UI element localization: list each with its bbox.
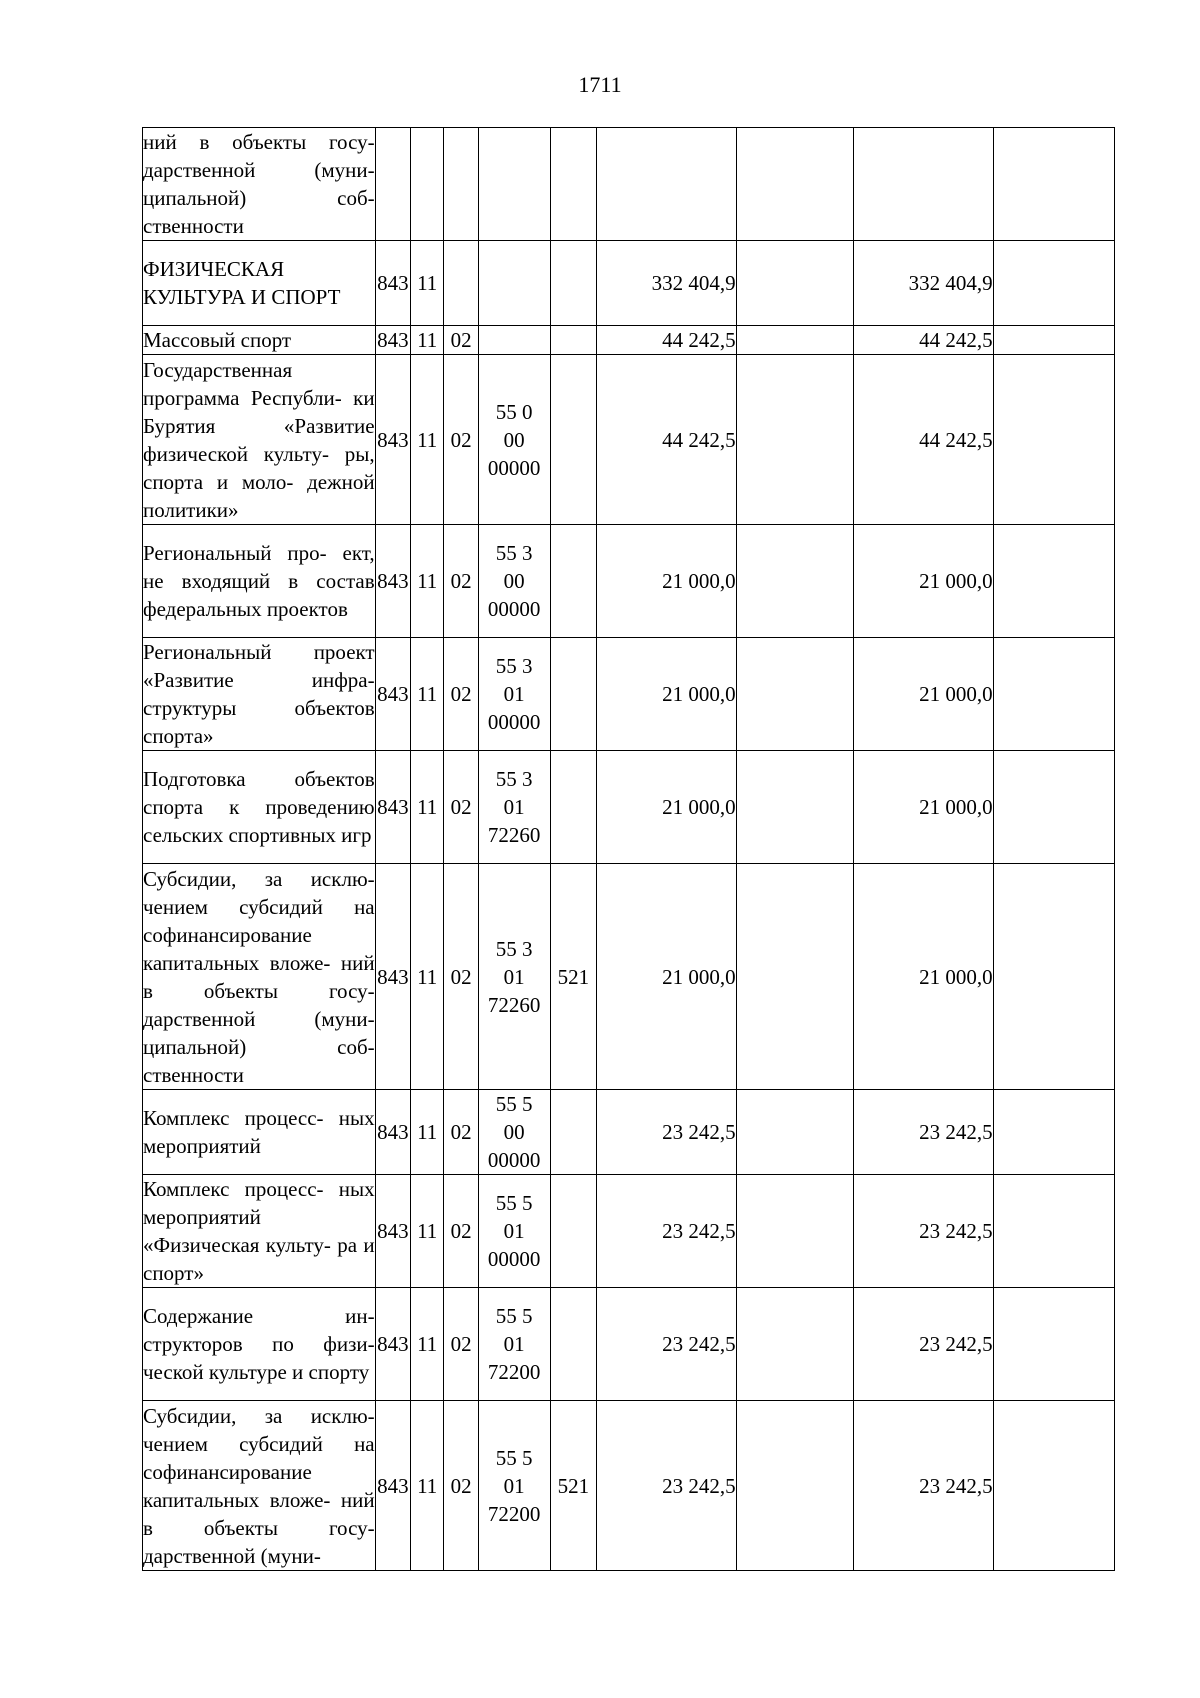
cs-part: 72260 bbox=[487, 823, 541, 847]
cell-cs bbox=[478, 241, 550, 326]
cell-ved: 843 bbox=[375, 638, 410, 751]
table-row bbox=[143, 751, 1115, 864]
cell-sum-1: 44 242,5 bbox=[597, 326, 737, 355]
cell-sum-1: 21 000,0 bbox=[597, 751, 737, 864]
cell-vr: 521 bbox=[550, 1401, 597, 1571]
cell-empty bbox=[993, 864, 1114, 1090]
cell-rz: 11 bbox=[411, 751, 444, 864]
cell-empty bbox=[993, 1288, 1114, 1401]
cs-part: 55 3 bbox=[495, 654, 533, 678]
page-number: 1711 bbox=[578, 72, 622, 97]
cell-cs bbox=[478, 1090, 550, 1175]
cs-part: 00000 bbox=[487, 1148, 541, 1172]
cell-vr bbox=[550, 1288, 597, 1401]
cell-sum-1: 21 000,0 bbox=[597, 525, 737, 638]
cell-sum-1 bbox=[597, 128, 737, 241]
table-row bbox=[143, 864, 1115, 1090]
cell-sum-2 bbox=[736, 1175, 853, 1288]
cell-pr: 02 bbox=[444, 1090, 478, 1175]
cell-empty bbox=[993, 326, 1114, 355]
cell-vr bbox=[550, 638, 597, 751]
cs-part: 72200 bbox=[487, 1360, 541, 1384]
cell-sum-2 bbox=[736, 326, 853, 355]
cell-sum-3: 21 000,0 bbox=[853, 751, 993, 864]
cell-sum-2 bbox=[736, 638, 853, 751]
cell-ved: 843 bbox=[375, 1401, 410, 1571]
cell-sum-2 bbox=[736, 355, 853, 525]
cell-vr bbox=[550, 241, 597, 326]
cs-part: 55 3 bbox=[495, 541, 533, 565]
cell-sum-2 bbox=[736, 128, 853, 241]
table-row bbox=[143, 1175, 1115, 1288]
cs-part: 55 5 bbox=[495, 1304, 533, 1328]
cs-part: 00000 bbox=[487, 455, 541, 480]
cell-pr bbox=[444, 241, 478, 326]
cell-rz bbox=[411, 128, 444, 241]
cs-part: 00 bbox=[503, 569, 525, 593]
cell-rz: 11 bbox=[411, 326, 444, 355]
cell-cs bbox=[478, 1175, 550, 1288]
row-name: Содержание ин- структоров по физи- ческой культуре и спорту bbox=[143, 1288, 376, 1401]
cell-rz: 11 bbox=[411, 1175, 444, 1288]
cell-ved: 843 bbox=[375, 1288, 410, 1401]
cs-part: 01 bbox=[503, 1332, 525, 1356]
row-name: Комплекс процесс- ных мероприятий bbox=[143, 1090, 376, 1175]
cs-part: 00 bbox=[503, 427, 525, 452]
cs-part: 00 bbox=[503, 1120, 525, 1144]
cell-pr: 02 bbox=[444, 1175, 478, 1288]
cell-sum-1: 23 242,5 bbox=[597, 1401, 737, 1571]
cell-pr: 02 bbox=[444, 1288, 478, 1401]
cell-sum-1: 21 000,0 bbox=[597, 638, 737, 751]
cell-sum-2 bbox=[736, 1090, 853, 1175]
cell-sum-3: 21 000,0 bbox=[853, 638, 993, 751]
cell-ved: 843 bbox=[375, 1090, 410, 1175]
cell-rz: 11 bbox=[411, 638, 444, 751]
cell-rz: 11 bbox=[411, 355, 444, 525]
cell-ved: 843 bbox=[375, 241, 410, 326]
cell-empty bbox=[993, 1401, 1114, 1571]
cell-empty bbox=[993, 638, 1114, 751]
row-name: Массовый спорт bbox=[143, 326, 376, 355]
cell-empty bbox=[993, 128, 1114, 241]
cell-sum-1: 21 000,0 bbox=[597, 864, 737, 1090]
row-name: ний в объекты госу- дарственной (муни- ципальной) соб- ственности bbox=[143, 128, 376, 241]
cell-pr: 02 bbox=[444, 638, 478, 751]
cell-pr: 02 bbox=[444, 355, 478, 525]
cell-vr bbox=[550, 751, 597, 864]
table-row bbox=[143, 241, 1115, 326]
cs-part: 00000 bbox=[487, 1247, 541, 1271]
cell-pr: 02 bbox=[444, 525, 478, 638]
cell-sum-3: 44 242,5 bbox=[853, 326, 993, 355]
table-row bbox=[143, 355, 1115, 525]
row-name: ФИЗИЧЕСКАЯ КУЛЬТУРА И СПОРТ bbox=[143, 241, 376, 326]
cell-sum-3 bbox=[853, 128, 993, 241]
table-row bbox=[143, 525, 1115, 638]
cs-part: 72260 bbox=[487, 992, 541, 1017]
cs-part: 55 0 bbox=[495, 399, 533, 424]
cell-ved: 843 bbox=[375, 1175, 410, 1288]
cell-cs bbox=[478, 751, 550, 864]
cell-pr: 02 bbox=[444, 751, 478, 864]
cell-sum-3: 44 242,5 bbox=[853, 355, 993, 525]
cs-part: 55 5 bbox=[495, 1191, 533, 1215]
cell-sum-3: 23 242,5 bbox=[853, 1090, 993, 1175]
cell-cs bbox=[478, 1288, 550, 1401]
cell-sum-1: 23 242,5 bbox=[597, 1288, 737, 1401]
cs-part: 01 bbox=[503, 1473, 525, 1498]
cell-empty bbox=[993, 355, 1114, 525]
cs-part: 00000 bbox=[487, 597, 541, 621]
cs-part: 01 bbox=[503, 795, 525, 819]
cell-empty bbox=[993, 751, 1114, 864]
cs-part: 55 3 bbox=[495, 936, 533, 961]
cell-rz: 11 bbox=[411, 864, 444, 1090]
row-name: Государственная программа Республи- ки Бурятия «Развитие физической культу- ры, спорта и моло- дежной политики» bbox=[143, 355, 376, 525]
cell-sum-2 bbox=[736, 1288, 853, 1401]
cell-ved: 843 bbox=[375, 525, 410, 638]
cell-ved: 843 bbox=[375, 864, 410, 1090]
row-name: Комплекс процесс- ных мероприятий «Физическая культу- ра и спорт» bbox=[143, 1175, 376, 1288]
cell-cs bbox=[478, 525, 550, 638]
cell-cs bbox=[478, 128, 550, 241]
row-name: Подготовка объектов спорта к проведению сельских спортивных игр bbox=[143, 751, 376, 864]
cell-vr bbox=[550, 1090, 597, 1175]
cell-sum-1: 332 404,9 bbox=[597, 241, 737, 326]
cell-sum-2 bbox=[736, 241, 853, 326]
cell-vr bbox=[550, 355, 597, 525]
cell-sum-1: 23 242,5 bbox=[597, 1175, 737, 1288]
cell-empty bbox=[993, 1090, 1114, 1175]
cell-cs bbox=[478, 638, 550, 751]
cell-sum-2 bbox=[736, 864, 853, 1090]
table-row bbox=[143, 638, 1115, 751]
cell-cs bbox=[478, 355, 550, 525]
cell-pr: 02 bbox=[444, 1401, 478, 1571]
cell-ved: 843 bbox=[375, 326, 410, 355]
cell-rz: 11 bbox=[411, 241, 444, 326]
cell-cs bbox=[478, 864, 550, 1090]
cell-empty bbox=[993, 1175, 1114, 1288]
cs-part: 01 bbox=[503, 964, 525, 989]
cell-empty bbox=[993, 525, 1114, 638]
cell-pr: 02 bbox=[444, 326, 478, 355]
row-name: Региональный про- ект, не входящий в состав федеральных проектов bbox=[143, 525, 376, 638]
cell-sum-3: 332 404,9 bbox=[853, 241, 993, 326]
row-name: Субсидии, за исклю- чением субсидий на софинансирование капитальных вложе- ний в объекты госу- дарственной (муни- bbox=[143, 1401, 376, 1571]
cell-ved: 843 bbox=[375, 751, 410, 864]
budget-table bbox=[142, 127, 1115, 1571]
cell-sum-3: 23 242,5 bbox=[853, 1288, 993, 1401]
row-name: Субсидии, за исклю- чением субсидий на софинансирование капитальных вложе- ний в объекты госу- дарственной (муни- ципальной) соб- ственности bbox=[143, 864, 376, 1090]
cell-vr bbox=[550, 525, 597, 638]
cell-vr bbox=[550, 326, 597, 355]
cell-pr: 02 bbox=[444, 864, 478, 1090]
cell-sum-3: 23 242,5 bbox=[853, 1175, 993, 1288]
cell-vr bbox=[550, 128, 597, 241]
cell-cs bbox=[478, 1401, 550, 1571]
cell-sum-3: 23 242,5 bbox=[853, 1401, 993, 1571]
row-name: Региональный проект «Развитие инфра- структуры объектов спорта» bbox=[143, 638, 376, 751]
cell-sum-1: 44 242,5 bbox=[597, 355, 737, 525]
cell-cs bbox=[478, 326, 550, 355]
cs-part: 55 5 bbox=[495, 1092, 533, 1116]
table-row bbox=[143, 326, 1115, 355]
cell-vr: 521 bbox=[550, 864, 597, 1090]
cell-vr bbox=[550, 1175, 597, 1288]
cell-sum-3: 21 000,0 bbox=[853, 525, 993, 638]
cell-sum-2 bbox=[736, 1401, 853, 1571]
cs-part: 55 3 bbox=[495, 767, 533, 791]
cell-sum-2 bbox=[736, 525, 853, 638]
table-row bbox=[143, 1288, 1115, 1401]
cell-pr bbox=[444, 128, 478, 241]
cs-part: 01 bbox=[503, 1219, 525, 1243]
cs-part: 01 bbox=[503, 682, 525, 706]
cell-sum-1: 23 242,5 bbox=[597, 1090, 737, 1175]
cell-ved bbox=[375, 128, 410, 241]
cs-part: 00000 bbox=[487, 710, 541, 734]
cell-empty bbox=[993, 241, 1114, 326]
table-row bbox=[143, 1090, 1115, 1175]
cell-sum-2 bbox=[736, 751, 853, 864]
cell-rz: 11 bbox=[411, 1288, 444, 1401]
cs-part: 55 5 bbox=[495, 1445, 533, 1470]
cell-rz: 11 bbox=[411, 1401, 444, 1571]
cell-ved: 843 bbox=[375, 355, 410, 525]
cell-rz: 11 bbox=[411, 1090, 444, 1175]
table-row bbox=[143, 1401, 1115, 1571]
cell-sum-3: 21 000,0 bbox=[853, 864, 993, 1090]
table-row bbox=[143, 128, 1115, 241]
cell-rz: 11 bbox=[411, 525, 444, 638]
cs-part: 72200 bbox=[487, 1501, 541, 1526]
